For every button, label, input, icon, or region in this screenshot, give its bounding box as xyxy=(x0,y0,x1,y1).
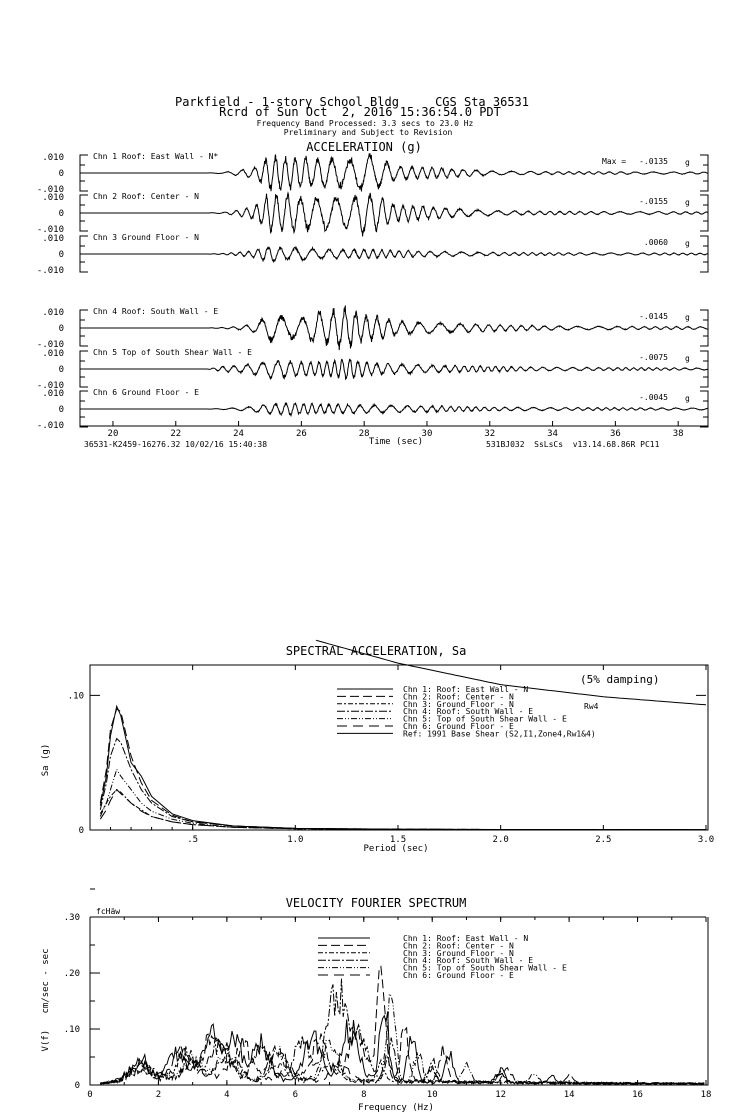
vf-legend-label: Chn 1: Roof: East Wall - N xyxy=(403,934,529,943)
sa-axis-label: Sa (g) xyxy=(41,743,51,777)
vf-legend-label: Chn 2: Roof: Center - N xyxy=(403,941,514,951)
sa-series-3 xyxy=(100,790,706,830)
time-tick-label: 24 xyxy=(233,429,244,439)
vf-tick-label: .10 xyxy=(63,1025,80,1035)
sa-legend-label: Ref: 1991 Base Shear (S2,I1,Zone4,Rw1&4) xyxy=(403,729,596,739)
freq-tick-label: 16 xyxy=(632,1090,643,1100)
max-value: -.0155 xyxy=(639,197,668,206)
damping-label: (5% damping) xyxy=(580,673,660,686)
time-tick-label: 26 xyxy=(295,429,307,439)
vf-series-2 xyxy=(100,967,704,1085)
footer-right: 531BJ032 SsLsCs v13.14.68.86R PC11 xyxy=(486,440,660,449)
channel-label: Chn 4 Roof: South Wall - E xyxy=(93,307,219,316)
time-tick-label: 38 xyxy=(672,429,684,439)
period-tick-label: 1.5 xyxy=(389,835,407,845)
ytick-label: 0 xyxy=(58,324,64,334)
channel-label: Chn 1 Roof: East Wall - N* xyxy=(93,152,219,161)
max-unit: g xyxy=(685,198,690,207)
ytick-label: 0 xyxy=(58,365,64,375)
sa-series-5 xyxy=(100,769,706,829)
vf-ytick xyxy=(90,1057,100,1085)
sa-legend-label: Chn 2: Roof: Center - N xyxy=(403,692,514,702)
sa-series-4 xyxy=(100,739,706,830)
ytick-label: .010 xyxy=(42,349,64,359)
vf-legend-label: Chn 3: Ground Floor - N xyxy=(403,948,514,958)
freq-tick-label: 14 xyxy=(563,1090,575,1100)
sa-legend-label: Chn 6: Ground Floor - E xyxy=(403,722,514,731)
time-tick-label: 28 xyxy=(358,429,370,439)
time-tick-label: 36 xyxy=(609,429,621,439)
time-tick-label: 22 xyxy=(170,429,182,439)
freq-tick-label: 18 xyxy=(700,1090,712,1100)
waveform-channel-5 xyxy=(80,359,708,379)
vf-legend-label: Chn 6: Ground Floor - E xyxy=(403,971,514,980)
ytick-label: .010 xyxy=(42,193,64,203)
sa-legend-label: Chn 5: Top of South Shear Wall - E xyxy=(403,714,567,724)
header xyxy=(175,95,529,137)
sa-tick-label: .10 xyxy=(67,691,84,702)
freq-tick-label: 6 xyxy=(292,1090,299,1100)
period-tick-label: 2.0 xyxy=(492,835,509,845)
max-unit: g xyxy=(685,394,690,403)
period-tick-label: 1.0 xyxy=(287,835,304,845)
vf-title: VELOCITY FOURIER SPECTRUM xyxy=(285,896,467,910)
sa-legend-label: Chn 3: Ground Floor - N xyxy=(403,699,514,709)
vf-tick-label: 0 xyxy=(74,1081,80,1091)
max-value: -.0075 xyxy=(639,353,668,362)
sa-series-6 xyxy=(100,790,706,830)
freq-tick-label: 0 xyxy=(87,1090,93,1100)
ytick-label: 0 xyxy=(58,209,64,219)
ytick-label: -.010 xyxy=(36,340,64,350)
time-tick-label: 32 xyxy=(484,429,496,439)
freq-tick-label: 2 xyxy=(155,1090,162,1100)
max-unit: g xyxy=(685,158,690,167)
ytick-label: 0 xyxy=(58,250,64,260)
record-time: Rcrd of Sun Oct 2, 2016 15:36:54.0 PDT xyxy=(219,105,501,119)
freq-tick-label: 12 xyxy=(495,1090,507,1100)
vf-legend-label: Chn 4: Roof: South Wall - E xyxy=(403,956,534,966)
freq-tick-label: 10 xyxy=(426,1090,438,1100)
ytick-label: -.010 xyxy=(36,266,64,276)
corner-tag: fcHäw xyxy=(96,907,121,916)
acceleration-chart xyxy=(37,140,708,449)
ytick-label: .010 xyxy=(42,153,64,163)
vf-ytick xyxy=(90,945,100,973)
max-value: -.0135 xyxy=(639,157,668,166)
vf-tick-label: .30 xyxy=(63,913,80,923)
ytick-label: 0 xyxy=(58,169,64,179)
sa-frame xyxy=(90,665,708,830)
frequency-axis-label: Frequency (Hz) xyxy=(358,1103,434,1113)
rw4-annotation: Rw4 xyxy=(584,702,599,711)
ytick-label: .010 xyxy=(42,308,64,318)
time-tick-label: 20 xyxy=(107,429,119,439)
period-axis-label: Period (sec) xyxy=(363,844,429,854)
max-value: .0060 xyxy=(643,238,668,247)
ytick-label: -.010 xyxy=(36,225,64,235)
time-axis-label: Time (sec) xyxy=(368,437,424,447)
station-title: Parkfield - 1-story School Bldg CGS Sta 36531 xyxy=(174,95,530,109)
ytick-label: -.010 xyxy=(36,421,64,431)
freq-tick-label: 8 xyxy=(361,1090,367,1100)
time-tick-label: 30 xyxy=(421,429,433,439)
time-tick-label: 34 xyxy=(547,429,558,439)
period-tick-label: .5 xyxy=(187,835,199,845)
footer-left: 36531-K2459-16276.32 10/02/16 15:40:38 xyxy=(84,440,268,449)
vf-ytick xyxy=(90,1001,100,1029)
max-unit: g xyxy=(685,239,690,248)
waveform-channel-3 xyxy=(80,247,708,262)
preliminary-note: Preliminary and Subject to Revision xyxy=(283,128,453,137)
channel-label: Chn 6 Ground Floor - E xyxy=(93,388,199,397)
sa-title: SPECTRAL ACCELERATION, Sa xyxy=(285,644,467,658)
waveform-channel-6 xyxy=(80,403,708,416)
sa-tick-label: 0 xyxy=(78,826,84,836)
ytick-label: .010 xyxy=(42,234,64,244)
freq-tick-label: 4 xyxy=(224,1090,230,1100)
vf-series-1 xyxy=(100,1012,704,1085)
velocity-fourier-chart xyxy=(41,889,711,1113)
max-unit: g xyxy=(685,354,690,363)
ytick-label: .010 xyxy=(42,389,64,399)
max-value: -.0045 xyxy=(639,393,668,402)
period-tick-label: 2.5 xyxy=(595,835,612,845)
sa-legend-label: Chn 4: Roof: South Wall - E xyxy=(403,707,534,717)
acceleration-title: ACCELERATION (g) xyxy=(306,140,422,154)
period-tick-label: 3.0 xyxy=(697,835,715,845)
frequency-band: Frequency Band Processed: 3.3 secs to 23.0 Hz xyxy=(256,119,474,128)
ytick-label: -.010 xyxy=(36,381,64,391)
ytick-label: -.010 xyxy=(36,185,64,195)
vf-legend-label: Chn 5: Top of South Shear Wall - E xyxy=(403,963,567,973)
max-value: -.0145 xyxy=(639,312,668,321)
max-prefix: Max = xyxy=(602,157,627,166)
channel-label: Chn 2 Roof: Center - N xyxy=(93,192,199,201)
sa-legend-label: Chn 1: Roof: East Wall - N xyxy=(403,685,529,694)
vf-tick-label: .20 xyxy=(63,969,80,979)
max-unit: g xyxy=(685,313,690,322)
channel-label: Chn 5 Top of South Shear Wall - E xyxy=(93,348,252,357)
channel-label: Chn 3 Ground Floor - N xyxy=(93,233,199,242)
ytick-label: 0 xyxy=(58,405,64,415)
vf-axis-label: V(f) cm/sec - sec xyxy=(41,948,51,1052)
spectral-acceleration-chart xyxy=(41,640,714,854)
